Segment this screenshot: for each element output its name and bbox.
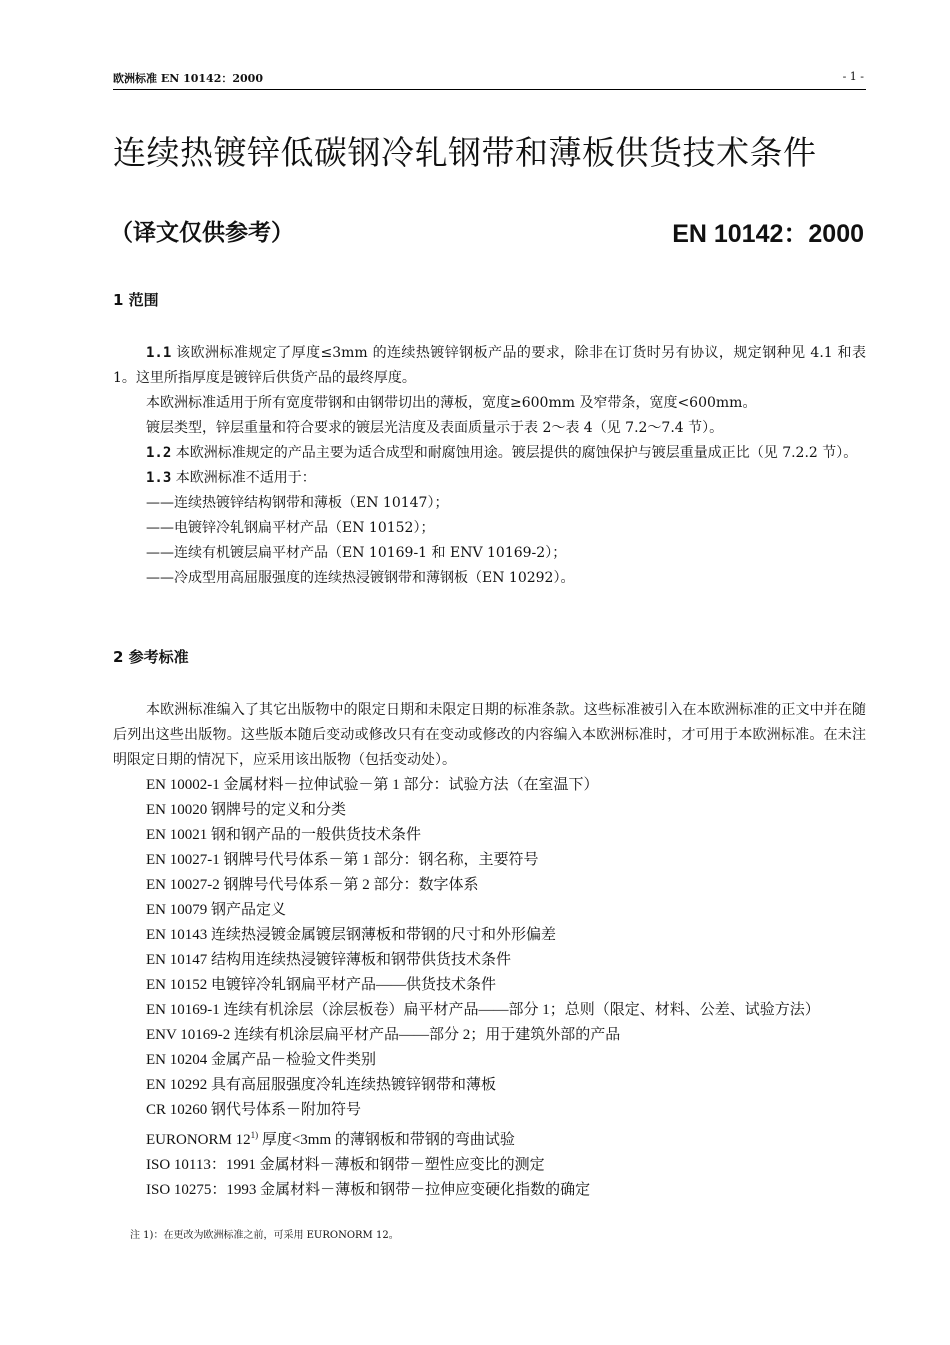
reference-list bbox=[113, 773, 866, 1203]
reference-item: EN 10147 结构用连续热浸镀锌薄板和钢带供货技术条件 bbox=[146, 952, 511, 968]
header-standard-id: 欧洲标准 EN 10142：2000 bbox=[113, 72, 263, 85]
section-1-body bbox=[113, 341, 866, 591]
reference-code: EURONORM 12 bbox=[146, 1132, 251, 1148]
exclusion-item: ——冷成型用高屈服强度的连续热浸镀钢带和薄钢板（EN 10292）。 bbox=[146, 570, 575, 586]
footnote: 注 1)：在更改为欧洲标准之前，可采用 EURONORM 12。 bbox=[130, 1230, 399, 1241]
reference-item: EN 10169-1 连续有机涂层（涂层板卷）扁平材产品——部分 1；总则（限定、材料、公差、试验方法） bbox=[146, 1002, 820, 1018]
reference-item: EN 10021 钢和钢产品的一般供货技术条件 bbox=[146, 827, 421, 843]
reference-item-euronorm bbox=[113, 1123, 866, 1153]
clause-text: 该欧洲标准规定了厚度≤3mm 的连续热镀锌钢板产品的要求，除非在订货时另有协议，规定钢种见 4.1 和表 1。这里所指厚度是镀锌后供货产品的最终厚度。 bbox=[113, 345, 866, 386]
clause-1-2 bbox=[113, 441, 866, 466]
translation-note: （译文仅供参考） bbox=[110, 220, 294, 246]
running-header bbox=[113, 70, 866, 90]
exclusion-item: ——连续有机镀层扁平材产品（EN 10169-1 和 ENV 10169-2）； bbox=[146, 545, 567, 561]
standard-number: EN 10142：2000 bbox=[672, 220, 864, 248]
reference-item: EN 10292 具有高屈服强度冷轧连续热镀锌钢带和薄板 bbox=[146, 1077, 496, 1093]
clause-1-1 bbox=[113, 341, 866, 391]
reference-item: CR 10260 钢代号体系－附加符号 bbox=[146, 1102, 362, 1118]
footnote-marker: 1) bbox=[250, 1130, 259, 1140]
paragraph: 本欧洲标准适用于所有宽度带钢和由钢带切出的薄板，宽度≥600mm 及窄带条，宽度<600mm。 bbox=[146, 395, 757, 411]
reference-item: EN 10079 钢产品定义 bbox=[146, 902, 286, 918]
section-1-heading: 1 范围 bbox=[113, 291, 159, 309]
clause-number: 1.1 bbox=[146, 345, 172, 361]
reference-item: EN 10020 钢牌号的定义和分类 bbox=[146, 802, 346, 818]
clause-number: 1.2 bbox=[146, 445, 172, 461]
reference-item: EN 10204 金属产品－检验文件类别 bbox=[146, 1052, 376, 1068]
section-2-heading: 2 参考标准 bbox=[113, 648, 189, 666]
section-2-intro bbox=[113, 698, 866, 773]
reference-item: ISO 10113：1991 金属材料－薄板和钢带－塑性应变比的测定 bbox=[146, 1157, 545, 1173]
clause-number: 1.3 bbox=[146, 470, 172, 486]
reference-item: EN 10002-1 金属材料－拉伸试验－第 1 部分：试验方法（在室温下） bbox=[146, 777, 599, 793]
reference-item: ISO 10275：1993 金属材料－薄板和钢带－拉伸应变硬化指数的确定 bbox=[146, 1182, 591, 1198]
exclusion-item: ——连续热镀锌结构钢带和薄板（EN 10147）； bbox=[146, 495, 449, 511]
header-rule bbox=[113, 89, 866, 90]
clause-text: 本欧洲标准规定的产品主要为适合成型和耐腐蚀用途。镀层提供的腐蚀保护与镀层重量成正比（见 7.2.2 节）。 bbox=[171, 445, 858, 461]
clause-text: 本欧洲标准不适用于： bbox=[171, 470, 316, 486]
reference-item: ENV 10169-2 连续有机涂层扁平材产品——部分 2；用于建筑外部的产品 bbox=[146, 1027, 621, 1043]
clause-1-3 bbox=[113, 466, 866, 491]
document-title: 连续热镀锌低碳钢冷轧钢带和薄板供货技术条件 bbox=[113, 133, 817, 172]
paragraph: 镀层类型，锌层重量和符合要求的镀层光洁度及表面质量示于表 2～表 4（见 7.2～7.4 节）。 bbox=[146, 420, 724, 436]
exclusion-item: ——电镀锌冷轧钢扁平材产品（EN 10152）； bbox=[146, 520, 435, 536]
reference-item: EN 10027-2 钢牌号代号体系－第 2 部分：数字体系 bbox=[146, 877, 479, 893]
paragraph: 本欧洲标准编入了其它出版物中的限定日期和未限定日期的标准条款。这些标准被引入在本欧洲标准的正文中并在随后列出这些出版物。这些版本随后变动或修改只有在变动或修改的内容编入本欧洲标准时，才可用于本欧洲标准。在未注明限定日期的情况下，应采用该出版物（包括变动处）。 bbox=[113, 702, 866, 768]
reference-item: EN 10152 电镀锌冷轧钢扁平材产品——供货技术条件 bbox=[146, 977, 496, 993]
reference-title: 厚度<3mm 的薄钢板和带钢的弯曲试验 bbox=[258, 1132, 515, 1148]
header-page-number: - 1 - bbox=[842, 70, 864, 83]
reference-item: EN 10143 连续热浸镀金属镀层钢薄板和带钢的尺寸和外形偏差 bbox=[146, 927, 556, 943]
reference-item: EN 10027-1 钢牌号代号体系－第 1 部分：钢名称，主要符号 bbox=[146, 852, 539, 868]
